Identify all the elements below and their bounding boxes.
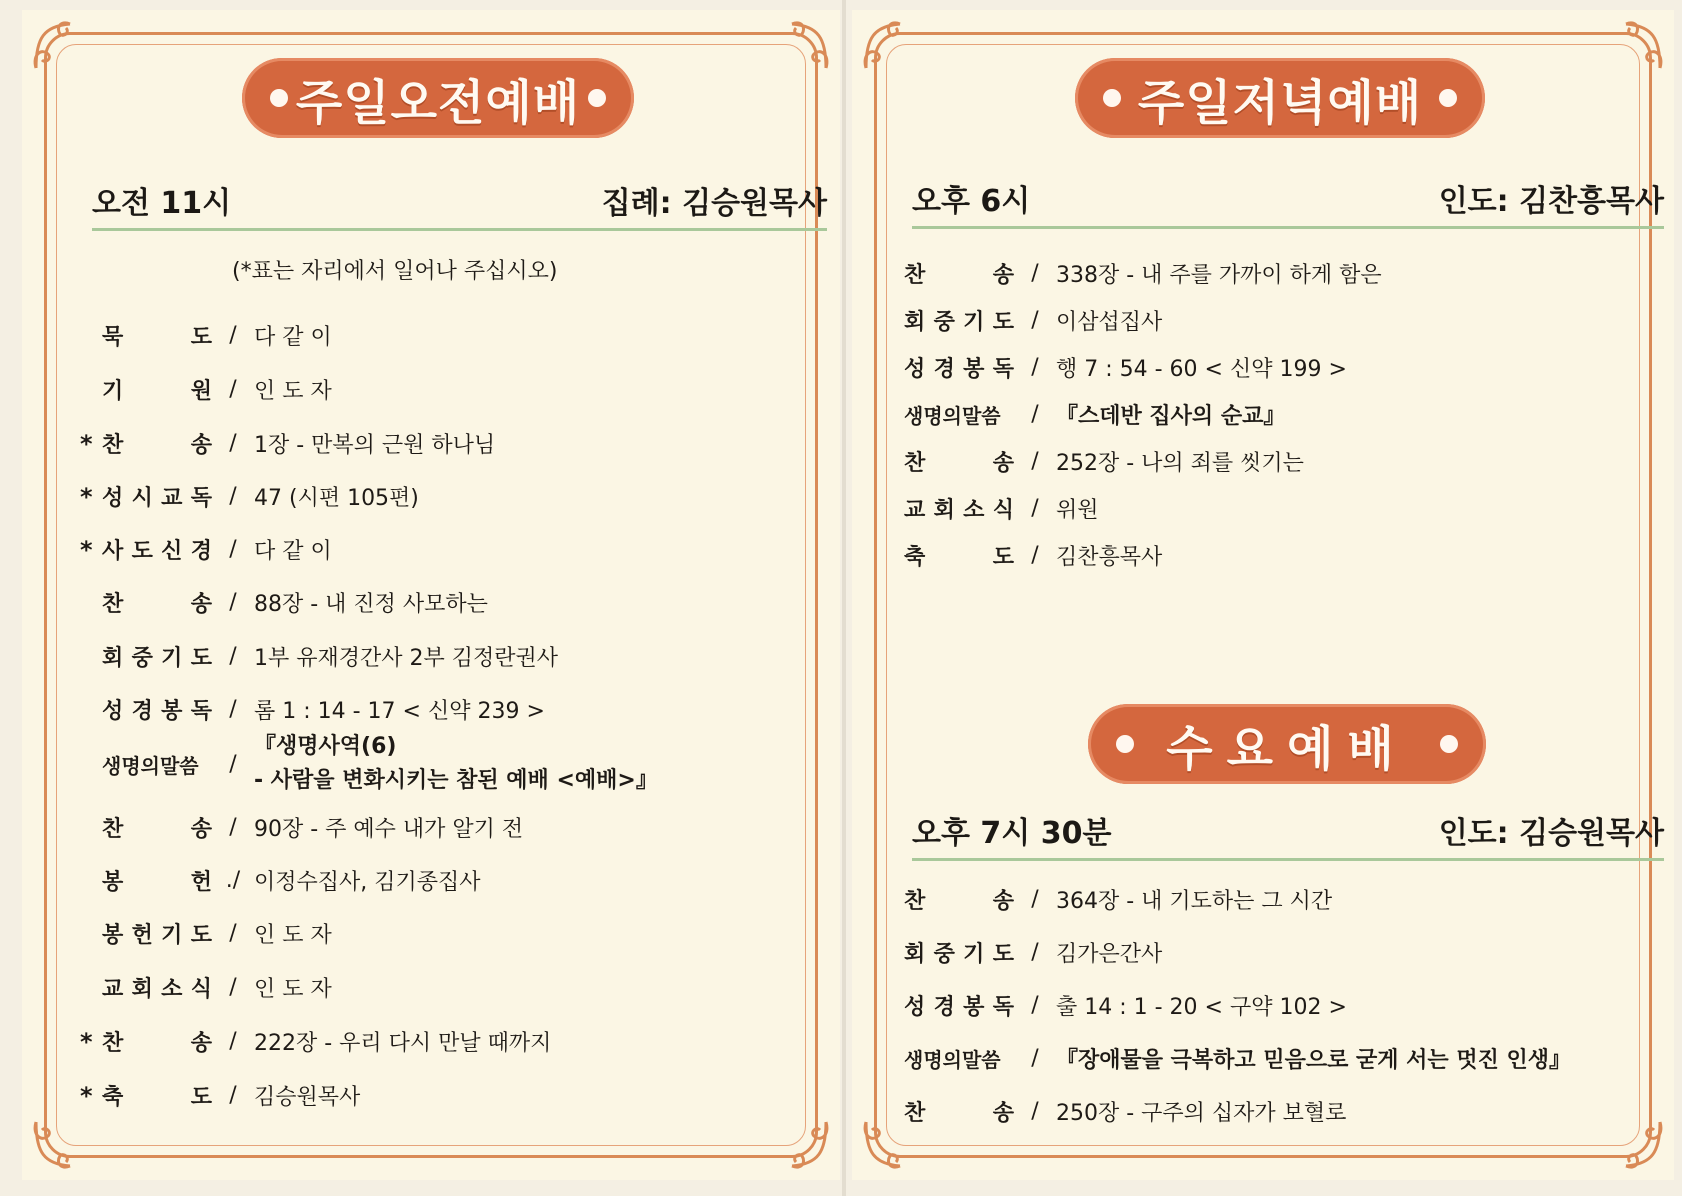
order-label xyxy=(102,694,212,725)
order-label: 생명의말씀 xyxy=(102,753,199,778)
order-label-char: 식 xyxy=(190,977,212,1002)
order-value: 47 (시편 105편) xyxy=(254,486,419,511)
separator-slash: / xyxy=(1031,1099,1039,1124)
order-label-char: 도 xyxy=(190,1085,212,1110)
order-label-char: 소 xyxy=(963,498,985,523)
order-value: 출 14 : 1 - 20 < 구약 102 > xyxy=(1056,995,1347,1020)
banner-dot-icon xyxy=(1439,89,1457,107)
separator-slash: / xyxy=(229,1083,237,1108)
standing-marker: * xyxy=(80,429,93,458)
separator-slash: / xyxy=(1031,543,1039,568)
order-label-char: 봉 xyxy=(963,995,985,1020)
order-label-char: 회 xyxy=(904,942,926,967)
order-row xyxy=(80,534,332,565)
order-label-char: 독 xyxy=(190,699,212,724)
separator-slash: / xyxy=(229,921,237,946)
order-label-char: 찬 xyxy=(102,592,124,617)
order-value: 김승원목사 xyxy=(254,1085,361,1110)
order-row xyxy=(882,305,1162,336)
page-fold xyxy=(842,0,846,1196)
left-page xyxy=(22,10,840,1180)
order-label-char: 헌 xyxy=(131,923,153,948)
order-row xyxy=(80,694,545,725)
order-value: 다 같 이 xyxy=(254,325,332,350)
order-label xyxy=(904,1096,1014,1127)
order-label xyxy=(102,641,212,672)
order-value: 인 도 자 xyxy=(254,379,332,404)
sermon-subtitle: - 사람을 변화시키는 참된 예배 <예배>』 xyxy=(254,768,658,793)
order-label: 생명의말씀 xyxy=(904,1048,1001,1072)
separator-slash: / xyxy=(1031,1046,1039,1071)
banner-dot-icon xyxy=(588,89,606,107)
order-label-char: 도 xyxy=(992,942,1014,967)
order-label-char: 교 xyxy=(102,977,124,1002)
order-label-char: 경 xyxy=(933,995,955,1020)
wednesday-service-title: 수요예배 xyxy=(1166,720,1408,777)
order-row xyxy=(882,1043,1571,1074)
order-label xyxy=(102,1026,212,1057)
order-label-char: 송 xyxy=(190,817,212,842)
order-label-char: 봉 xyxy=(102,870,124,895)
order-label-char: 기 xyxy=(102,379,124,404)
sermon-title: 『생명사역(6) xyxy=(254,734,397,759)
evening-service-title: 주일저녁예배 xyxy=(1137,74,1423,131)
separator-slash: / xyxy=(229,431,237,456)
separator-slash: / xyxy=(229,377,237,402)
order-label-char: 찬 xyxy=(904,451,926,476)
separator-slash: / xyxy=(229,975,237,1000)
order-label-char: 송 xyxy=(992,263,1014,288)
order-label-char: 도 xyxy=(131,539,153,564)
order-label-char: 중 xyxy=(933,942,955,967)
separator-slash: / xyxy=(229,697,237,722)
order-label-char: 찬 xyxy=(102,433,124,458)
order-label xyxy=(102,428,212,459)
morning-service-title: 주일오전예배 xyxy=(295,74,581,131)
order-value: 행 7 : 54 - 60 < 신약 199 > xyxy=(1056,357,1347,382)
order-row xyxy=(80,918,332,949)
evening-service-leader: 인도: 김찬흥목사 xyxy=(1438,184,1664,219)
order-label-char: 도 xyxy=(992,545,1014,570)
order-value: 위원 xyxy=(1056,498,1099,523)
order-row xyxy=(882,446,1304,477)
order-value: 338장 - 내 주를 가까이 하게 함은 xyxy=(1056,263,1382,288)
order-value: 250장 - 구주의 십자가 보혈로 xyxy=(1056,1101,1347,1126)
order-label-char: 도 xyxy=(190,646,212,671)
order-label-char: 찬 xyxy=(904,889,926,914)
banner-dot-icon xyxy=(270,89,288,107)
order-row xyxy=(882,540,1162,571)
order-row xyxy=(80,730,658,798)
corner-scroll-icon xyxy=(1610,18,1666,74)
separator-slash: / xyxy=(229,1029,237,1054)
standing-marker: * xyxy=(80,482,93,511)
order-label xyxy=(102,534,212,565)
separator-slash: / xyxy=(229,537,237,562)
order-label-char: 회 xyxy=(904,310,926,335)
order-label-char: 성 xyxy=(102,699,124,724)
order-label-char: 헌 xyxy=(190,870,212,895)
order-value: 『스데반 집사의 순교』 xyxy=(1056,404,1286,429)
order-label xyxy=(102,812,212,843)
order-label-char: 묵 xyxy=(102,325,124,350)
corner-scroll-icon xyxy=(776,1116,832,1172)
order-label xyxy=(904,937,1014,968)
morning-service-header xyxy=(92,178,827,231)
order-label-char: 도 xyxy=(190,325,212,350)
order-label-char: 회 xyxy=(933,498,955,523)
order-value: 90장 - 주 예수 내가 알기 전 xyxy=(254,817,524,842)
order-label-char: 기 xyxy=(161,646,183,671)
separator-slash: / xyxy=(229,815,237,840)
order-label xyxy=(102,374,212,405)
order-label-char: 사 xyxy=(102,539,124,564)
order-row xyxy=(80,972,332,1003)
order-row xyxy=(80,865,481,896)
evening-service-banner xyxy=(1075,58,1485,138)
separator-slash: / xyxy=(1031,496,1039,521)
wednesday-service-header xyxy=(912,808,1664,861)
order-value xyxy=(254,730,658,798)
separator-slash: / xyxy=(1031,993,1039,1018)
banner-dot-icon xyxy=(1103,89,1121,107)
right-page xyxy=(852,10,1674,1180)
order-row xyxy=(80,1080,360,1111)
order-label-char: 기 xyxy=(963,942,985,967)
order-value: 『장애물을 극복하고 믿음으로 굳게 서는 멋진 인생』 xyxy=(1056,1048,1571,1073)
order-value: 롬 1 : 14 - 17 < 신약 239 > xyxy=(254,699,545,724)
order-value: 김찬흥목사 xyxy=(1056,545,1163,570)
order-value: 인 도 자 xyxy=(254,977,332,1002)
order-value: 364장 - 내 기도하는 그 시간 xyxy=(1056,889,1333,914)
order-label-char: 성 xyxy=(904,357,926,382)
order-label xyxy=(904,446,1014,477)
order-label-char: 송 xyxy=(992,889,1014,914)
order-row xyxy=(882,884,1332,915)
separator-slash: / xyxy=(1031,308,1039,333)
evening-service-header xyxy=(912,176,1664,229)
order-row xyxy=(882,399,1285,430)
order-label-char: 찬 xyxy=(102,817,124,842)
order-label-char: 교 xyxy=(904,498,926,523)
order-label-char: 교 xyxy=(161,486,183,511)
order-label xyxy=(102,587,212,618)
order-row xyxy=(80,374,332,405)
order-label-char: 축 xyxy=(102,1085,124,1110)
banner-dot-icon xyxy=(1440,735,1458,753)
order-label xyxy=(904,305,1014,336)
order-value: 다 같 이 xyxy=(254,539,332,564)
corner-scroll-icon xyxy=(1610,1116,1666,1172)
standing-marker: * xyxy=(80,1027,93,1056)
order-row xyxy=(882,990,1347,1021)
order-label-char: 도 xyxy=(190,923,212,948)
order-label-char: 송 xyxy=(992,451,1014,476)
order-label xyxy=(904,493,1014,524)
order-row xyxy=(80,587,488,618)
standing-marker: * xyxy=(80,1081,93,1110)
order-label-char: 축 xyxy=(904,545,926,570)
order-row xyxy=(80,320,332,351)
order-label xyxy=(102,918,212,949)
order-row xyxy=(882,258,1382,289)
order-label-char: 독 xyxy=(190,486,212,511)
order-label-char: 중 xyxy=(131,646,153,671)
separator-slash: / xyxy=(1031,449,1039,474)
order-label-char: 경 xyxy=(933,357,955,382)
order-label xyxy=(102,320,212,351)
order-label-char: 식 xyxy=(992,498,1014,523)
order-label-char: 경 xyxy=(190,539,212,564)
order-label-char: 찬 xyxy=(904,263,926,288)
separator-slash: / xyxy=(229,484,237,509)
morning-service-time: 오전 11시 xyxy=(92,186,232,221)
order-value: 김가은간사 xyxy=(1056,942,1163,967)
order-row xyxy=(80,641,558,672)
separator-slash: / xyxy=(229,644,237,669)
order-value: 252장 - 나의 죄를 씻기는 xyxy=(1056,451,1304,476)
order-label-char: 시 xyxy=(131,486,153,511)
order-label-char: 성 xyxy=(102,486,124,511)
morning-service-banner xyxy=(242,58,634,138)
corner-scroll-icon xyxy=(30,1116,86,1172)
order-label xyxy=(102,481,212,512)
corner-scroll-icon xyxy=(860,18,916,74)
separator-slash: / xyxy=(1031,940,1039,965)
order-label-char: 신 xyxy=(161,539,183,564)
order-label-char: 소 xyxy=(161,977,183,1002)
order-label-char: 회 xyxy=(131,977,153,1002)
separator-slash: / xyxy=(1031,261,1039,286)
order-label xyxy=(904,990,1014,1021)
order-row xyxy=(882,493,1099,524)
corner-scroll-icon xyxy=(776,18,832,74)
order-label xyxy=(904,540,1014,571)
corner-scroll-icon xyxy=(30,18,86,74)
order-row xyxy=(882,937,1162,968)
order-label xyxy=(904,884,1014,915)
order-label-char: 송 xyxy=(992,1101,1014,1126)
order-label-char: 봉 xyxy=(963,357,985,382)
separator-slash: / xyxy=(229,323,237,348)
separator-slash: / xyxy=(229,751,237,777)
order-value: 88장 - 내 진정 사모하는 xyxy=(254,592,488,617)
order-value: 이삼섭집사 xyxy=(1056,310,1163,335)
order-value: 인 도 자 xyxy=(254,923,332,948)
order-label-char: 회 xyxy=(102,646,124,671)
order-label-char: 송 xyxy=(190,433,212,458)
order-row xyxy=(80,428,495,459)
order-row xyxy=(80,812,523,843)
standing-note: (*표는 자리에서 일어나 주십시오) xyxy=(232,259,558,284)
order-label xyxy=(102,972,212,1003)
banner-dot-icon xyxy=(1116,735,1134,753)
order-label xyxy=(102,865,212,896)
standing-marker: * xyxy=(80,535,93,564)
order-label-char: 독 xyxy=(992,357,1014,382)
order-row xyxy=(80,1026,551,1057)
order-label-char: 봉 xyxy=(161,699,183,724)
order-row xyxy=(882,352,1347,383)
separator-slash: / xyxy=(1031,402,1039,427)
order-label-char: 송 xyxy=(190,592,212,617)
order-label-char: 경 xyxy=(131,699,153,724)
order-label xyxy=(904,258,1014,289)
separator-slash: ./ xyxy=(225,868,241,893)
order-value: 222장 - 우리 다시 만날 때까지 xyxy=(254,1031,552,1056)
order-label-char: 중 xyxy=(933,310,955,335)
order-label-char: 독 xyxy=(992,995,1014,1020)
order-label-char: 찬 xyxy=(904,1101,926,1126)
order-label-char: 기 xyxy=(963,310,985,335)
order-row xyxy=(882,1096,1346,1127)
order-label-char: 송 xyxy=(190,1031,212,1056)
order-label-char: 성 xyxy=(904,995,926,1020)
separator-slash: / xyxy=(1031,355,1039,380)
order-label xyxy=(904,352,1014,383)
order-label xyxy=(102,1080,212,1111)
separator-slash: / xyxy=(229,590,237,615)
separator-slash: / xyxy=(1031,887,1039,912)
order-label-char: 원 xyxy=(190,379,212,404)
morning-service-leader: 집례: 김승원목사 xyxy=(601,186,827,221)
order-label: 생명의말씀 xyxy=(904,404,1001,428)
evening-service-time: 오후 6시 xyxy=(912,184,1031,219)
order-label-char: 기 xyxy=(161,923,183,948)
wednesday-service-banner xyxy=(1088,704,1486,784)
order-value: 1장 - 만복의 근원 하나님 xyxy=(254,433,496,458)
order-label-char: 도 xyxy=(992,310,1014,335)
order-row xyxy=(80,481,419,512)
wednesday-service-time: 오후 7시 30분 xyxy=(912,816,1112,851)
order-label-char: 봉 xyxy=(102,923,124,948)
order-value: 1부 유재경간사 2부 김정란권사 xyxy=(254,646,558,671)
order-value: 이정수집사, 김기종집사 xyxy=(254,870,481,895)
order-label-char: 찬 xyxy=(102,1031,124,1056)
wednesday-service-leader: 인도: 김승원목사 xyxy=(1438,816,1664,851)
